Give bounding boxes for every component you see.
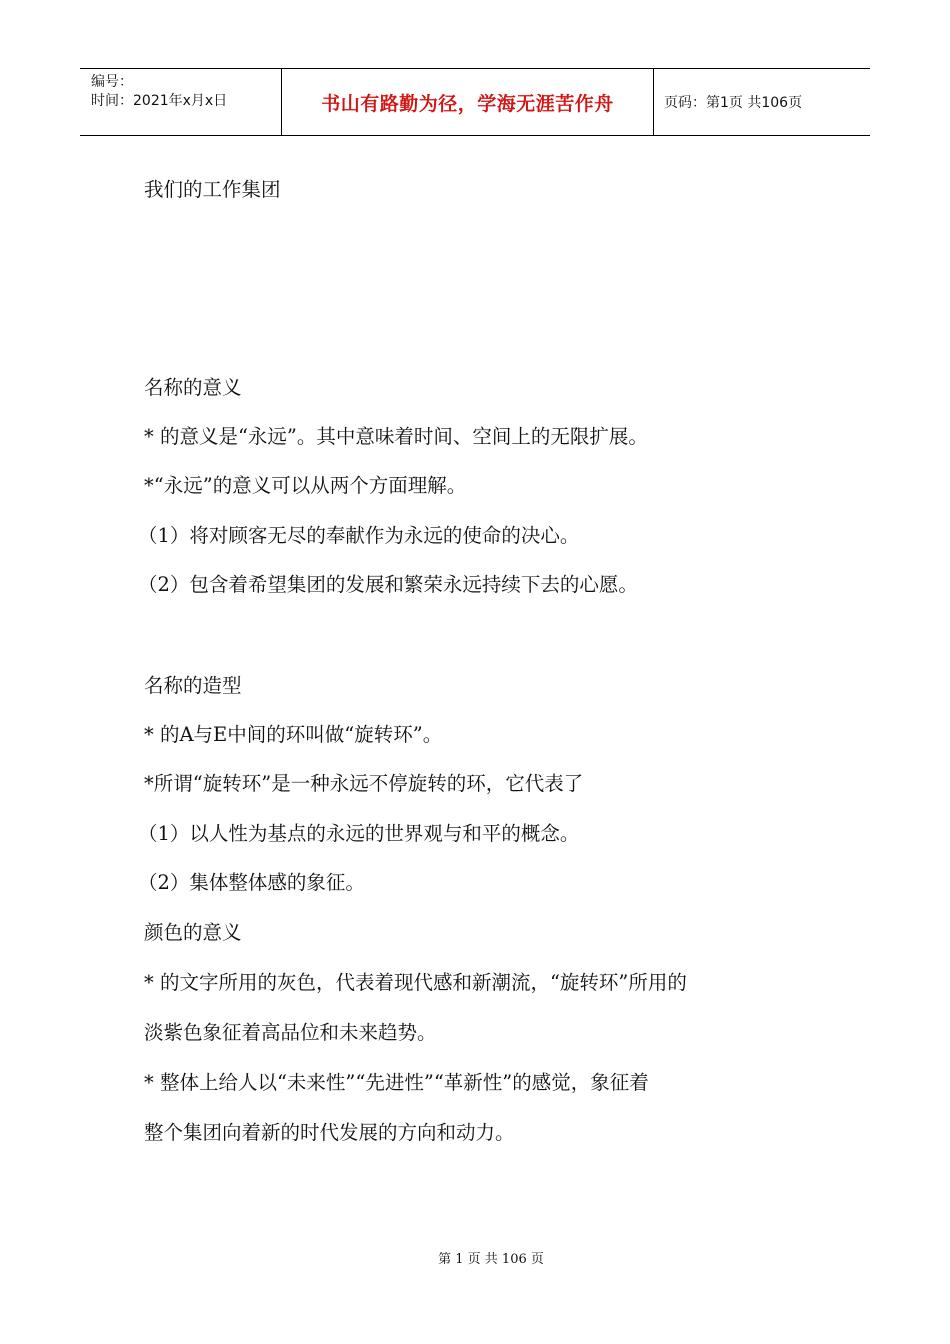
document-title: 我们的工作集团 <box>144 178 281 201</box>
header-motto-cell <box>282 69 654 135</box>
page-info-text: 页码：第1页 共106页 <box>664 95 803 111</box>
section-heading-color-meaning: 颜色的意义 <box>144 921 242 944</box>
motto-text: 书山有路勤为径，学海无涯苦作舟 <box>321 92 614 115</box>
paragraph-line: * 的A与E中间的环叫做“旋转环”。 <box>144 723 443 746</box>
paragraph-line: 整个集团向着新的时代发展的方向和动力。 <box>144 1121 515 1144</box>
paragraph-line: 淡紫色象征着高品位和未来趋势。 <box>144 1021 437 1044</box>
number-label: 编号： <box>91 74 133 90</box>
list-item: （2）包含着希望集团的发展和繁荣永远持续下去的心愿。 <box>138 573 638 596</box>
header-page-info <box>654 69 870 135</box>
paragraph-line: *所谓“旋转环”是一种永远不停旋转的环，它代表了 <box>144 772 584 795</box>
list-item: （2）集体整体感的象征。 <box>138 871 365 894</box>
header-meta <box>80 69 282 135</box>
list-item: （1）将对顾客无尽的奉献作为永远的使命的决心。 <box>138 524 580 547</box>
paragraph-line: * 整体上给人以“未来性”“先进性”“革新性”的感觉，象征着 <box>144 1071 649 1094</box>
paragraph-line: * 的文字所用的灰色，代表着现代感和新潮流，“旋转环”所用的 <box>144 971 687 994</box>
list-item: （1）以人性为基点的永远的世界观与和平的概念。 <box>138 822 580 845</box>
time-label: 时间：2021年x月x日 <box>91 93 228 109</box>
paragraph-line: *“永远”的意义可以从两个方面理解。 <box>144 474 467 497</box>
section-heading-name-shape: 名称的造型 <box>144 674 242 697</box>
section-heading-name-meaning: 名称的意义 <box>144 376 242 399</box>
paragraph-line: * 的意义是“永远”。其中意味着时间、空间上的无限扩展。 <box>144 425 648 448</box>
page-footer: 第 1 页 共 106 页 <box>438 1252 544 1267</box>
document-header <box>80 68 870 136</box>
